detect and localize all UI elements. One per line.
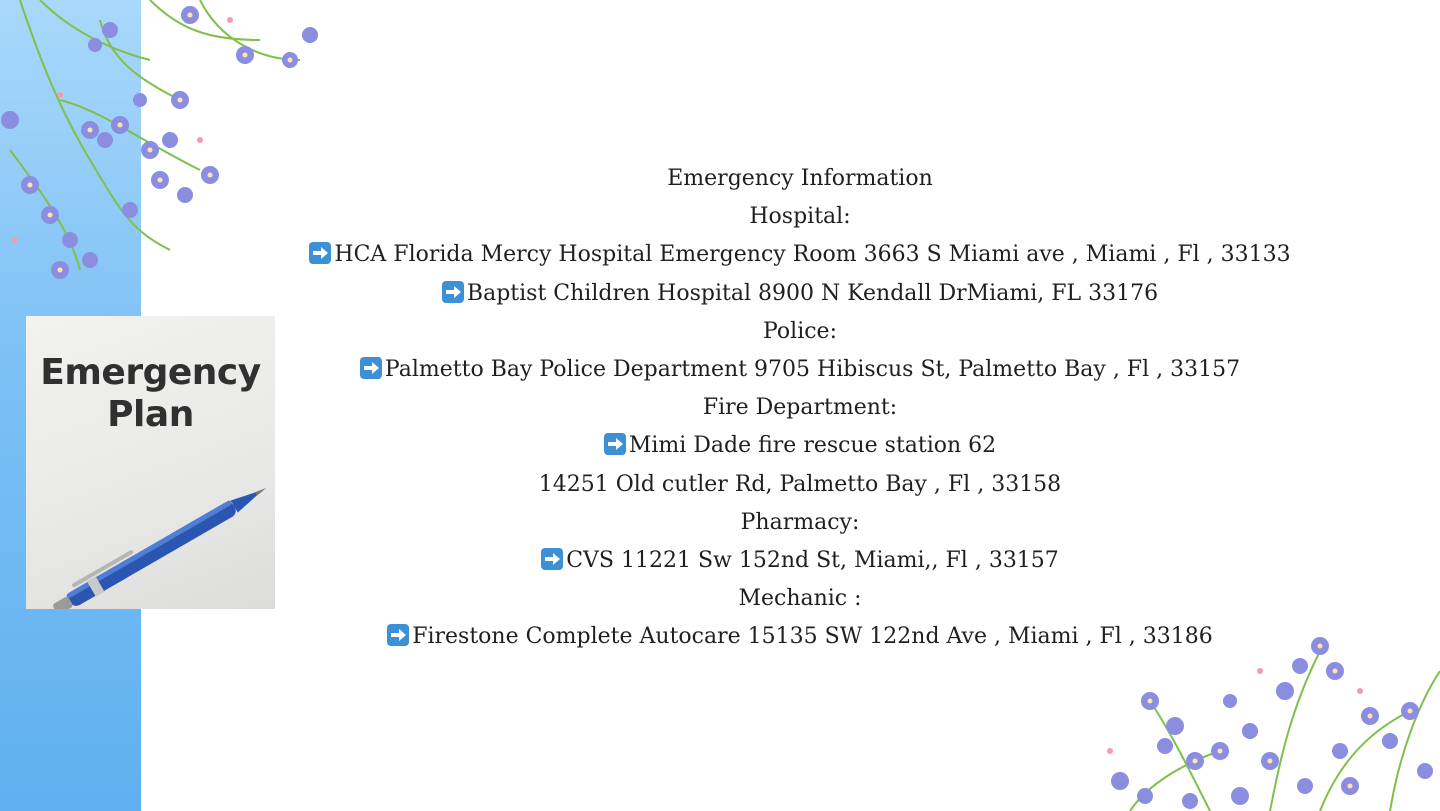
hospital-item-2-text: Baptist Children Hospital 8900 N Kendall DrMiami, FL 33176 xyxy=(466,280,1159,306)
emergency-plan-photo xyxy=(26,316,275,609)
fire-item-1-text: Mimi Dade fire rescue station 62 xyxy=(628,433,997,459)
fire-heading: Fire Department: xyxy=(702,395,898,421)
fire-item-1-address: 14251 Old cutler Rd, Palmetto Bay , Fl , 33158 xyxy=(538,471,1062,497)
mechanic-heading: Mechanic : xyxy=(738,586,862,612)
right-arrow-icon xyxy=(541,548,563,570)
right-arrow-icon xyxy=(604,433,626,455)
right-arrow-icon xyxy=(360,357,382,379)
pharmacy-item-1 xyxy=(280,542,1320,580)
pharmacy-item-1-text: CVS 11221 Sw 152nd St, Miami,, Fl , 33157 xyxy=(566,548,1059,574)
police-item-1-text: Palmetto Bay Police Department 9705 Hibiscus St, Palmetto Bay , Fl , 33157 xyxy=(384,357,1241,383)
fire-item-1 xyxy=(280,427,1320,465)
right-arrow-icon xyxy=(442,281,464,303)
hospital-item-1 xyxy=(280,236,1320,274)
photo-caption-line-2: Plan xyxy=(107,394,194,435)
mechanic-item-1-text: Firestone Complete Autocare 15135 SW 122nd Ave , Miami , Fl , 33186 xyxy=(412,624,1213,650)
mechanic-item-1 xyxy=(280,618,1320,656)
police-item-1 xyxy=(280,351,1320,389)
hospital-item-1-text: HCA Florida Mercy Hospital Emergency Room 3663 S Miami ave , Miami , Fl , 33133 xyxy=(334,242,1291,268)
pharmacy-heading: Pharmacy: xyxy=(740,509,860,535)
hospital-item-2 xyxy=(280,275,1320,313)
pen-icon xyxy=(26,316,275,609)
right-arrow-icon xyxy=(309,242,331,264)
emergency-information xyxy=(280,160,1320,657)
photo-caption-line-1: Emergency xyxy=(40,352,261,393)
right-arrow-icon xyxy=(387,624,409,646)
page-title: Emergency Information xyxy=(667,166,933,191)
police-heading: Police: xyxy=(763,318,837,344)
hospital-heading: Hospital: xyxy=(749,204,851,230)
